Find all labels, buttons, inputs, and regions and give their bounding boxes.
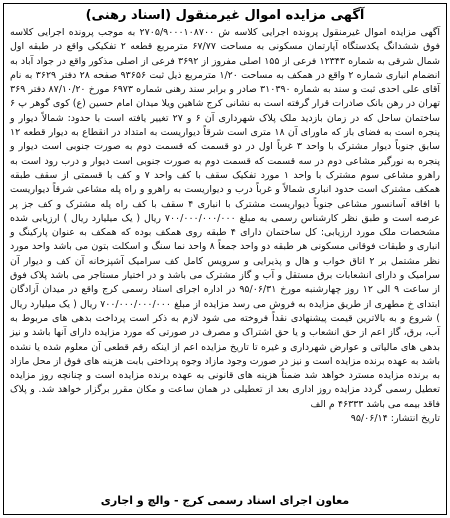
publication-date: تاریخ انتشار: ۹۵/۰۶/۱۴ — [350, 413, 440, 425]
notice-signature: معاون اجرای اسناد رسمی کرج - والچ و اجاری — [100, 494, 350, 507]
notice-title: آگهی مزایده اموال غیرمنقول (اسناد رهنی) — [85, 8, 365, 23]
auction-notice — [3, 3, 447, 515]
notice-body: آگهی مزایده اموال غیرمنقول پرونده اجرایی کلاسه ش ۲۷۰۵/۹۰۰۰۱۰۸۷۰۰ به موجب پرونده اجرایی کلاسه فوق ششدانگ یکدستگاه آپارتمان مسکونی به مساحت ۶۷/۷۷ مترمربع قطعه ۲ تفکیکی واقع در طبقه اول شمال شرقی به شماره ۱۲۳۴۳ فرعی از ۱۵۵ اصلی مفروز از ۳۶۹۲ فرعی از اصلی مذکور واقع در جواد آباد به انضمام انباری شماره ۲ واقع در همکف به مساحت ۱/۲۰ مترمربع ذیل ثبت ۹۳۶۵۶ صفحه ۲۸ دفتر ۳۶۲۹ به نام آقای علی احدی ثبت و سند به شماره ۳۱۰۳۹۰ صادر و برابر سند رهنی شماره ۶۹۷۳ مورخ ۸۷/۱۰/۲۰ دفتر ۳۶۹ تهران در رهن بانک صادرات قرار گرفته است به نشانی کرج شاهین ویلا میدان امام حسین (ع) کوی گوهر پ ۶ ساختمان ساحل که در زمان بازدید ملک پلاک شهرداری آن ۶ و ۲۷ تغییر یافته است با حدود: شمالاً دیوار و پنجره است به فضای باز که ماورای آن ۱۸ متری است شرقاً دیواریست به امتداد در انقطاع به دیوار قطعه ۱۲ سابق جنوباً دیوار مشترک با واحد ۳ غرباً اول در دو قسمت که قسمت دوم به صورت جنوبی است دیوار و پنجره به نورگیر مشاعی دوم در سه قسمت که قسمت دوم به صورت جنوبی است دیوار و درب رود است به راهرو مشاعی سوم مشترک با واحد ۱ مورد تفکیک سقف با کف واحد ۷ و کف با قسمتی از سقف طبقه همکف مشترک است حدود انباری شمالاً و غرباً درب و دیواریست به راهرو و راه پله مشاعی شرقاً دیواریست با افاقه آسانسور مشاعی جنوباً دیواریست مشترک با انباری ۴ سقف با کف راه پله مشترک و کف جز پر عرصه است و طبق نظر کارشناس رسمی به مبلغ ۷۰۰/۰۰۰/۰۰۰/۰۰۰ ریال ( یک میلیارد ریال ) ارزیابی شده مشخصات ملک مورد ارزیابی: کل ساختمان دارای ۴ طبقه روی همکف بوده که همکف به عنوان پارکینگ و انباری و طبقات فوقانی مسکونی هر طبقه دو واحد جمعاً ۸ واحد نما سنگ و اسکلت بتون می باشد واحد مورد نظر مشتمل بر ۲ اتاق خواب و هال و پذیرایی و سرویس کامل کف سرامیک آشپزخانه آن کف و دیوار آن سرامیک و دارای انشعابات برق مستقل و آب و گاز مشترک می باشد و در اختیار مستاجر می باشد پلاک فوق از ساعت ۹ الی ۱۲ روز چهارشنبه مورخ ۹۵/۰۶/۳۱ در اداره اجرای اسناد رسمی کرج واقع در میدان آزادگان ابتدای خ مطهری از طریق مزایده به فروش می رسد مزایده از مبلغ ۷۰۰/۰۰۰/۰۰۰/۰۰۰ ریال ( یک میلیارد ریال ) شروع و به بالاترین قیمت پیشنهادی نقداً فروخته می شود لازم به ذکر است پرداخت بدهی های مربوط به آب، برق، گاز اعم از حق انشعاب و یا حق اشتراک و مصرف در صورتی که مورد مزایده دارای آنها باشد و نیز بدهی های مالیاتی و عوارض شهرداری و غیره تا تاریخ مزایده اعم از اینکه رقم قطعی آن معلوم شده یا نشده باشد به عهده برنده مزایده است و نیز در صورت وجود مازاد وجوه پرداختی بابت هزینه های فوق از محل مازاد به برنده مزایده مسترد خواهد شد ضمناً هزینه های قانونی به عهده برنده مزایده است و چنانچه روز مزایده تعطیل رسمی گردد مزایده روز اداری بعد از تعطیلی در همان ساعت و مکان مقرر برگزار خواهد شد. و پلاک فاقد بیمه می باشد ۴۶۳۳۳ م الف — [10, 27, 441, 410]
